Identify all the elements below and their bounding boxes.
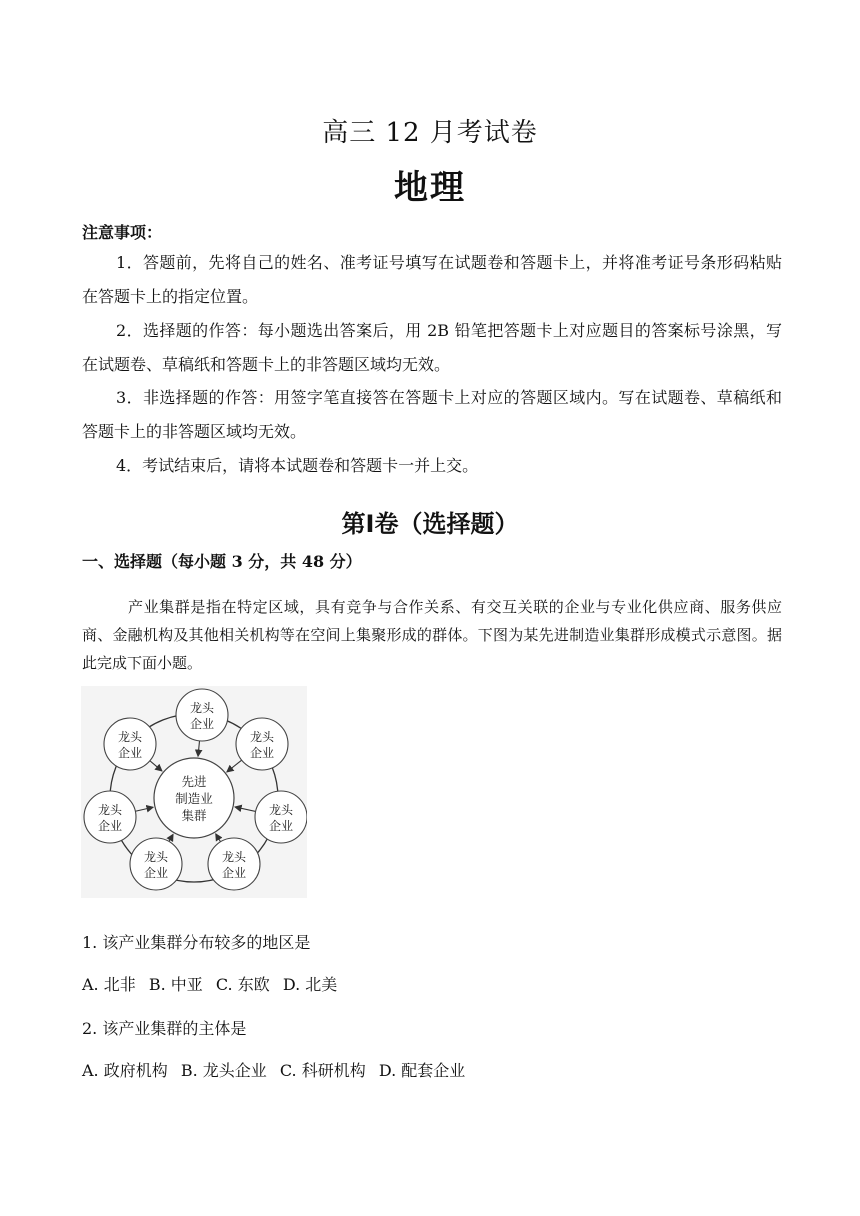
part-title: 第Ⅰ卷（选择题）	[341, 510, 519, 538]
enterprise-node	[130, 838, 182, 890]
question-2-stem: 2. 该产业集群的主体是	[82, 1019, 247, 1038]
exam-title: 高三 12 月考试卷	[322, 118, 538, 148]
enterprise-node-label: 龙头	[268, 803, 294, 817]
subject-title: 地理	[394, 168, 466, 208]
cluster-center-label: 制造业	[175, 791, 213, 806]
enterprise-node-label: 龙头	[249, 730, 275, 744]
cluster-diagram-svg	[81, 686, 307, 898]
notice-item: 2．选择题的作答：每小题选出答案后，用 2B 铅笔把答题卡上对应题目的答案标号涂黑，写在试题卷、草稿纸和答题卡上的非答题区域均无效。	[82, 321, 782, 374]
enterprise-node-label: 龙头	[97, 803, 123, 817]
enterprise-node-label: 企业	[143, 866, 169, 880]
enterprise-node-label: 企业	[117, 746, 143, 760]
cluster-diagram	[81, 686, 307, 898]
notice-heading: 注意事项：	[82, 223, 163, 242]
cluster-center-label: 集群	[181, 808, 207, 823]
enterprise-node-label: 龙头	[117, 730, 143, 744]
question-1-options	[82, 972, 345, 995]
option-a[interactable]: A. 政府机构	[82, 1061, 168, 1080]
enterprise-node-label: 龙头	[143, 850, 169, 864]
enterprise-node-label: 龙头	[221, 850, 247, 864]
enterprise-node-label: 企业	[221, 866, 247, 880]
option-c[interactable]: C. 科研机构	[279, 1061, 366, 1080]
enterprise-node-label: 龙头	[189, 701, 215, 715]
enterprise-node-label: 企业	[268, 819, 294, 833]
option-b[interactable]: B. 龙头企业	[180, 1061, 267, 1080]
node-arrow	[135, 807, 153, 811]
notice-item: 3．非选择题的作答：用签字笔直接答在答题卡上对应的答题区域内。写在试题卷、草稿纸和答题卡上的非答题区域均无效。	[82, 388, 782, 441]
node-arrow	[216, 834, 221, 842]
question-2-options	[82, 1058, 473, 1081]
notice-item: 4．考试结束后，请将本试题卷和答题卡一并上交。	[116, 456, 479, 475]
enterprise-node	[176, 689, 228, 741]
enterprise-node	[84, 791, 136, 843]
node-arrow	[169, 834, 173, 841]
enterprise-node-label: 企业	[189, 717, 215, 731]
section-heading: 一、选择题（每小题 3 分，共 48 分）	[82, 552, 362, 571]
node-arrow	[235, 807, 256, 811]
node-arrow	[227, 760, 242, 772]
enterprise-node	[255, 791, 307, 843]
cluster-center-label: 先进	[181, 774, 207, 789]
option-d[interactable]: D. 配套企业	[378, 1061, 466, 1080]
node-arrow	[198, 741, 199, 756]
question-1-stem: 1. 该产业集群分布较多的地区是	[82, 933, 311, 952]
enterprise-node-label: 企业	[249, 746, 275, 760]
node-arrow	[150, 761, 162, 771]
option-b[interactable]: B. 中亚	[148, 975, 203, 994]
enterprise-node	[104, 718, 156, 770]
option-d[interactable]: D. 北美	[282, 975, 338, 994]
enterprise-node-label: 企业	[97, 819, 123, 833]
question-intro: 产业集群是指在特定区域，具有竞争与合作关系、有交互关联的企业与专业化供应商、服务供应商、金融机构及其他相关机构等在空间上集聚形成的群体。下图为某先进制造业集群形成模式示意图。据此完成下面小题。	[82, 598, 782, 672]
option-c[interactable]: C. 东欧	[215, 975, 270, 994]
enterprise-node	[208, 838, 260, 890]
enterprise-node	[236, 718, 288, 770]
notice-item: 1．答题前，先将自己的姓名、准考证号填写在试题卷和答题卡上，并将准考证号条形码粘贴在答题卡上的指定位置。	[82, 253, 782, 306]
option-a[interactable]: A. 北非	[82, 975, 136, 994]
